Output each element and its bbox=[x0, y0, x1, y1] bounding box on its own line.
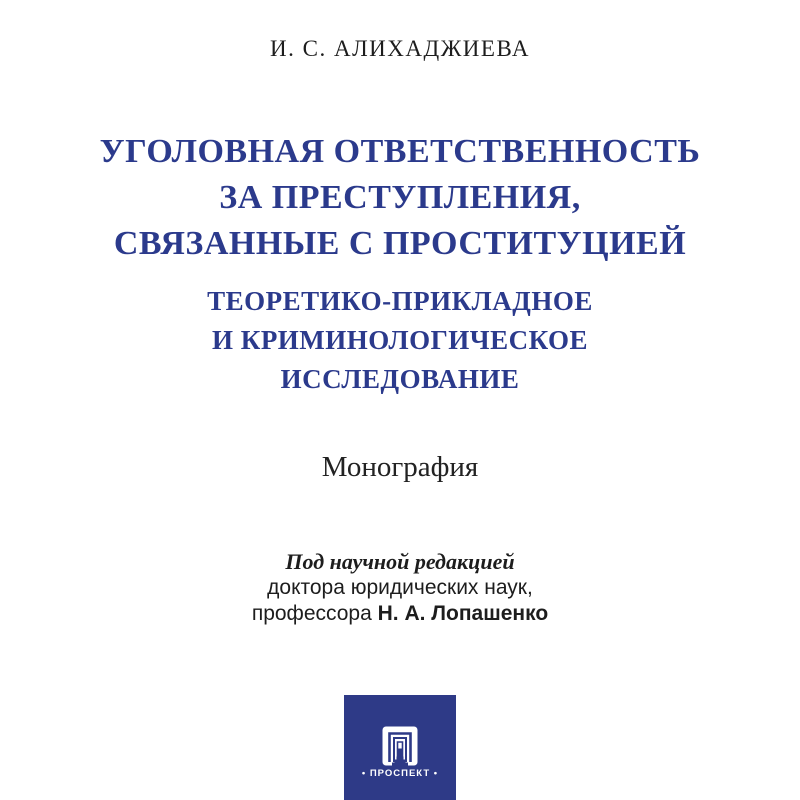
publisher-name-label: • ПРОСПЕКТ • bbox=[361, 768, 439, 779]
book-title bbox=[0, 129, 800, 267]
subtitle-line-2: И КРИМИНОЛОГИЧЕСКОЕ bbox=[211, 325, 588, 355]
title-line-2: ЗА ПРЕСТУПЛЕНИЯ, bbox=[219, 179, 581, 216]
editor-name: Н. А. Лопашенко bbox=[377, 602, 549, 625]
book-subtitle bbox=[0, 282, 800, 399]
editor-role-prefix: профессора bbox=[251, 602, 378, 625]
subtitle-line-1: ТЕОРЕТИКО-ПРИКЛАДНОЕ bbox=[207, 286, 593, 316]
editor-name-line bbox=[0, 601, 800, 627]
author-name: И. С. АЛИХАДЖИЕВА bbox=[270, 36, 530, 61]
publisher-logo bbox=[344, 695, 456, 800]
prospekt-gate-monogram-icon bbox=[382, 726, 418, 766]
genre-label: Монография bbox=[321, 451, 479, 483]
editor-degree: доктора юридических наук, bbox=[267, 576, 533, 599]
title-line-3: СВЯЗАННЫЕ С ПРОСТИТУЦИЕЙ bbox=[113, 225, 687, 262]
editor-intro: Под научной редакцией bbox=[285, 549, 515, 574]
subtitle-line-3: ИССЛЕДОВАНИЕ bbox=[280, 364, 520, 394]
title-line-1: УГОЛОВНАЯ ОТВЕТСТВЕННОСТЬ bbox=[99, 133, 701, 170]
editor-block bbox=[0, 549, 800, 627]
